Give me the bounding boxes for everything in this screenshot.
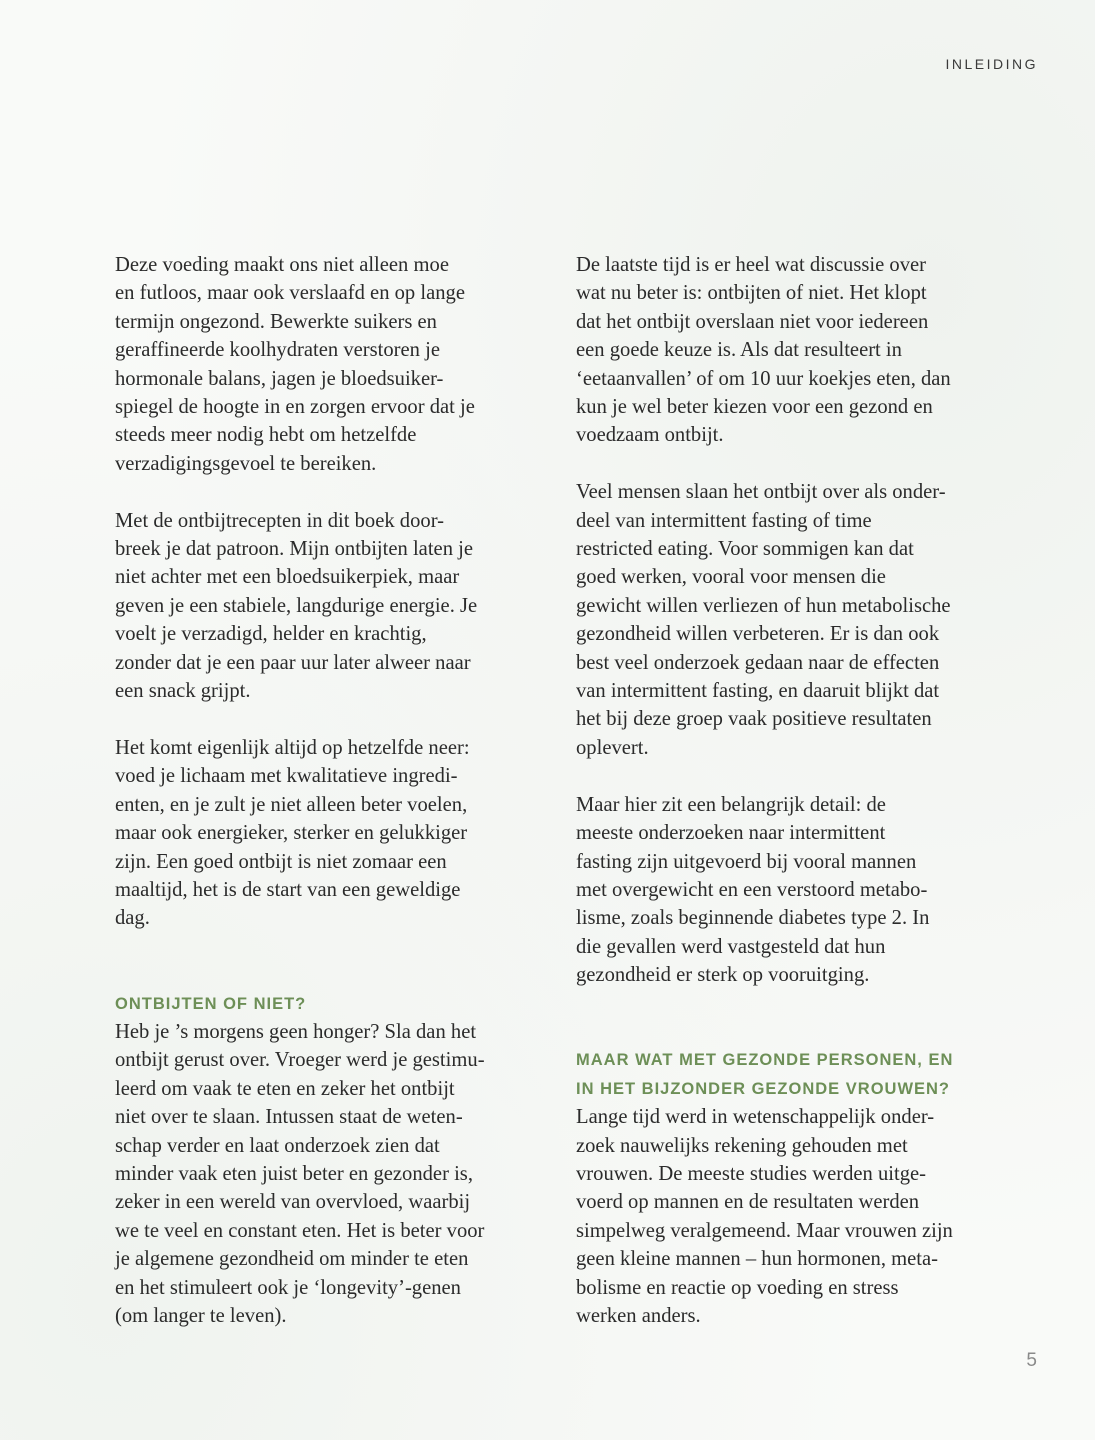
body-paragraph: Met de ontbijtrecepten in dit boek door- breek je dat patroon. Mijn ontbijten laten je niet achter met een bloedsuikerpiek, maar geven je een stabiele, langdurige energie. Je voelt je verzadigd, helder en krachtig, zonder dat je een paar uur later alweer naar een snack grijpt.	[115, 509, 478, 703]
section-heading: ONTBIJTEN OF NIET?	[115, 994, 307, 1013]
paragraph-spacer	[576, 762, 991, 790]
paragraph-spacer	[115, 478, 535, 506]
body-paragraph: Veel mensen slaan het ontbijt over als onder- deel van intermittent fasting of time restricted eating. Voor sommigen kan dat goed werken, vooral voor mensen die gewicht willen verliezen of hun metabolische gezondheid willen verbeteren. Er is dan ook best veel onderzoek gedaan naar de effecten van intermittent fasting, en daaruit blijkt dat het bij deze groep vaak positieve resultaten oplevert.	[576, 481, 951, 759]
right-column	[576, 251, 991, 1330]
section-spacer	[576, 990, 991, 1047]
body-paragraph: Maar hier zit een belangrijk detail: de meeste onderzoeken naar intermittent fasting zijn uitgevoerd bij vooral mannen met overgewicht en een verstoord metabo- lisme, zoals beginnende diabetes type 2. In die gevallen werd vastgesteld dat hun gezondheid er sterk op vooruitging.	[576, 793, 930, 987]
left-column	[115, 251, 535, 1330]
page-number: 5	[1026, 1350, 1037, 1371]
body-paragraph: Deze voeding maakt ons niet alleen moe en futloos, maar ook verslaafd en op lange termijn ongezond. Bewerkte suikers en geraffineerde koolhydraten verstoren je hormonale balans, jagen je bloedsuiker- spiegel de hoogte in en zorgen ervoor dat je steeds meer nodig hebt om hetzelfde verzadigingsgevoel te bereiken.	[115, 254, 475, 475]
paragraph-spacer	[115, 705, 535, 733]
body-paragraph: Lange tijd werd in wetenschappelijk onder- zoek nauwelijks rekening gehouden met vrouwen. De meeste studies werden uitge- voerd op mannen en de resultaten werden simpelweg veralgemeend. Maar vrouwen zijn geen kleine mannen – hun hormonen, meta- bolisme en reactie op voeding en stress werken anders.	[576, 1106, 953, 1327]
paragraph-spacer	[576, 450, 991, 478]
body-paragraph: Het komt eigenlijk altijd op hetzelfde neer: voed je lichaam met kwalitatieve ingredi- enten, en je zult je niet alleen beter voelen, maar ook energieker, sterker en gelukkiger zijn. Een goed ontbijt is niet zomaar een maaltijd, het is de start van een geweldige dag.	[115, 736, 470, 930]
body-paragraph: De laatste tijd is er heel wat discussie over wat nu beter is: ontbijten of niet. Het klopt dat het ontbijt overslaan niet voor iedereen een goede keuze is. Als dat resulteert in ‘eetaanvallen’ of om 10 uur koekjes eten, dan kun je wel beter kiezen voor een gezond en voedzaam ontbijt.	[576, 254, 951, 447]
section-heading: MAAR WAT MET GEZONDE PERSONEN, EN IN HET BIJZONDER GEZONDE VROUWEN?	[576, 1051, 954, 1098]
body-paragraph: Heb je ’s morgens geen honger? Sla dan het ontbijt gerust over. Vroeger werd je gestimu- leerd om vaak te eten en zeker het ontbijt niet over te slaan. Intussen staat de weten- schap verder en laat onderzoek zien dat minder vaak eten juist beter en gezonder is, zeker in een wereld van overvloed, waarbij we te veel en constant eten. Het is beter voor je algemene gezondheid om minder te eten en het stimuleert ook je ‘longevity’-genen (om langer te leven).	[115, 1020, 485, 1327]
running-head: INLEIDING	[945, 56, 1038, 72]
section-spacer	[115, 933, 535, 990]
